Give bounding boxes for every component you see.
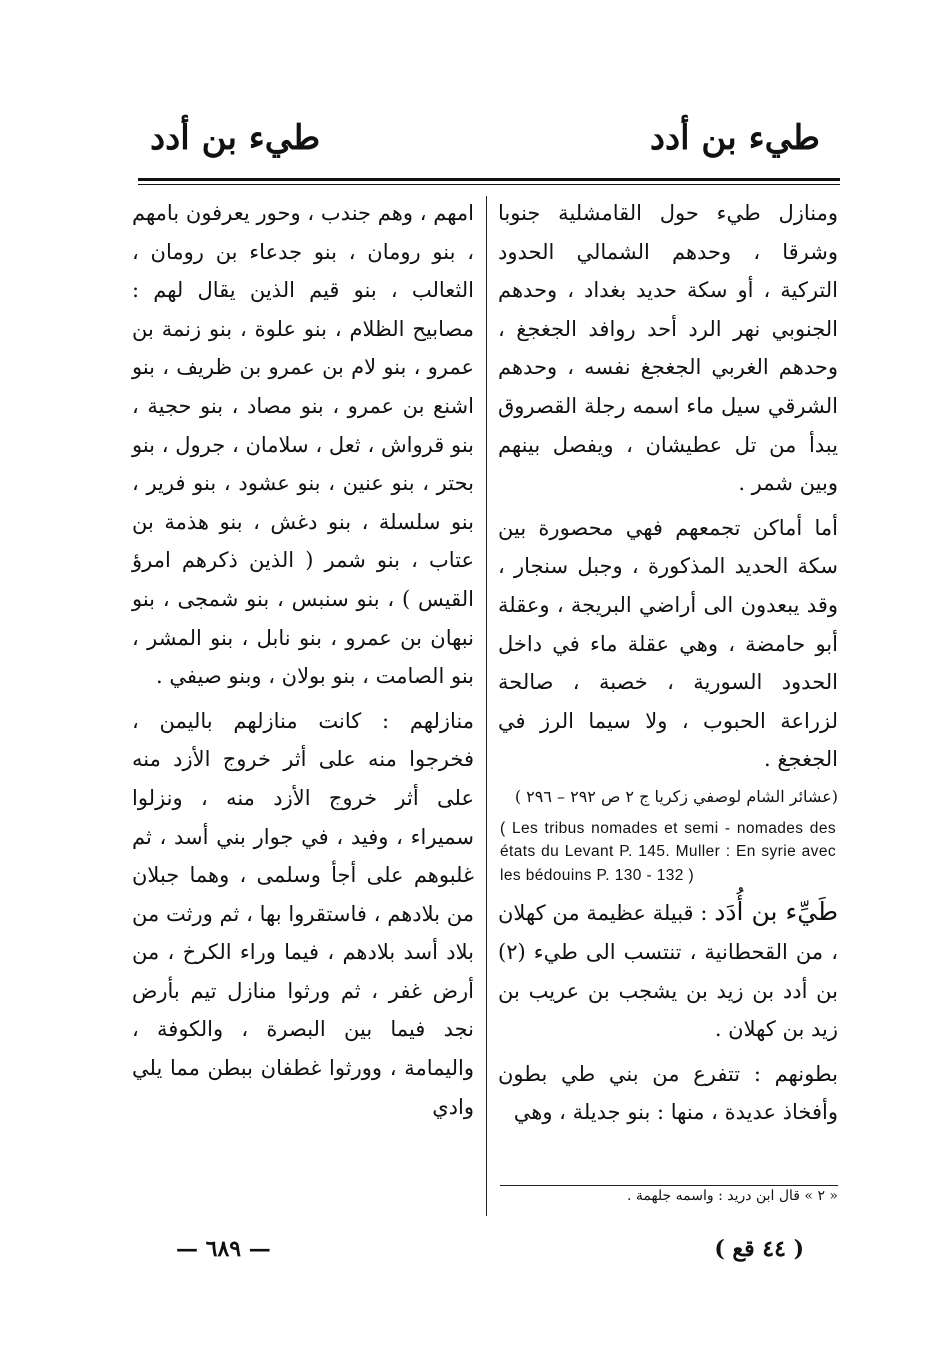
entry-tayy-bin-udad [498, 893, 838, 1048]
source-citation-arabic: (عشائر الشام لوصفي زكريا ج ٢ ص ٢٩٢ – ٢٩٦ ) [514, 786, 838, 806]
printer-signature: ( ٤٤ قع ) [714, 1236, 804, 1262]
paragraph-tribe-territory: ومنازل طيء حول القامشلية جنوبا وشرقا ، وحدهم الشمالي الحدود التركية ، أو سكة حديد بغداد ، وحدهم الجنوبي نهر الرد أحد روافد الجغجغ ، وحدهم الغربي الجغجغ نفسه ، وحدهم الشرقي سيل ماء اسمه رجلة القصروق يبدأ من تل عطيشان ، ويفصل بينهم وبين شمر . [498, 201, 838, 496]
left-column [132, 194, 474, 1126]
footnote: « ٢ » قال ابن دريد : واسمه جلهمة . [626, 1188, 838, 1204]
page-header [120, 118, 820, 178]
running-title-left: طيء بن أدد [150, 118, 321, 158]
paragraph-clans-list: امهم ، وهم جندب ، وحور يعرفون بامهم ، بنو رومان ، بنو جدعاء بن رومان ، الثعالب ، بنو قيم الذين يقال لهم : مصابيح الظلام ، بنو علوة ، بنو زنمة بن عمرو ، بنو لام بن عمرو بن ظريف ، بنو اشنع بن عمرو ، بنو مصاد ، بنو حجية ، بنو قرواش ، ثعل ، سلامان ، جرول ، بنو بحتر ، بنو عنين ، بنو عشود ، بنو فرير ، بنو سلسلة ، بنو دغش ، بنو هذمة بن عتاب ، بنو شمر ( الذين ذكرهم امرؤ القيس ) ، بنو سنبس ، بنو شمجى ، بنو نبهان بن عمرو ، بنو نابل ، بنو المشر ، بنو الصامت ، بنو بولان ، وبنو صيفي . [132, 201, 474, 689]
right-column [498, 194, 838, 1132]
entry-body: : قبيلة عظيمة من كهلان ، من القحطانية ، تنتسب الى طيء (٢) بن أدد بن زيد بن يشجب بن عريب بن زيد بن كهلان . [498, 901, 838, 1042]
paragraph-gathering-places: أما أماكن تجمعهم فهي محصورة بين سكة الحديد المذكورة ، وجبل سنجار ، وقد يبعدون الى أراضي البريجة ، وعقلة أبو حامضة ، وهي عقلة ماء في داخل الحدود السورية ، خصبة ، صالحة لزراعة الحبوب ، ولا سيما الرز في الجغجغ . [498, 515, 838, 772]
paragraph-clans-start: بطونهم : تتفرع من بني طي بطون وأفخاذ عديدة ، منها : بنو جديلة ، وهي [498, 1061, 838, 1125]
paragraph-dwellings: منازلهم : كانت منازلهم باليمن ، فخرجوا منه على أثر خروج الأزد منه على أثر خروج الأزد منه ، ونزلوا سميراء ، وفيد ، في جوار بني أسد ، ثم غلبوهم على أجأ وسلمى ، وهما جبلان من بلادهم ، فاستقروا بها ، ثم ورثت من بلاد أسد بلادهم ، فيما وراء الكرخ ، من أرض غفر ، ثم ورثوا منازل تيم بأرض نجد فيما بين البصرة ، والكوفة ، واليمامة ، وورثوا غطفان ببطن مما يلي وادي [132, 708, 474, 1119]
page-number: — ٦٨٩ — [176, 1236, 271, 1262]
entry-headword: طَيِّء بن أُدَد [714, 897, 838, 927]
source-citation-french: ( Les tribus nomades et semi - nomades des états du Levant P. 145. Muller : En syrie avec les bédouins P. 130 - 132 ) [500, 819, 836, 884]
header-rule-thick [138, 178, 840, 181]
column-divider [486, 196, 487, 1216]
footnote-rule [500, 1185, 838, 1186]
running-title-right: طيء بن أدد [649, 118, 820, 158]
header-rule-thin [138, 184, 840, 185]
